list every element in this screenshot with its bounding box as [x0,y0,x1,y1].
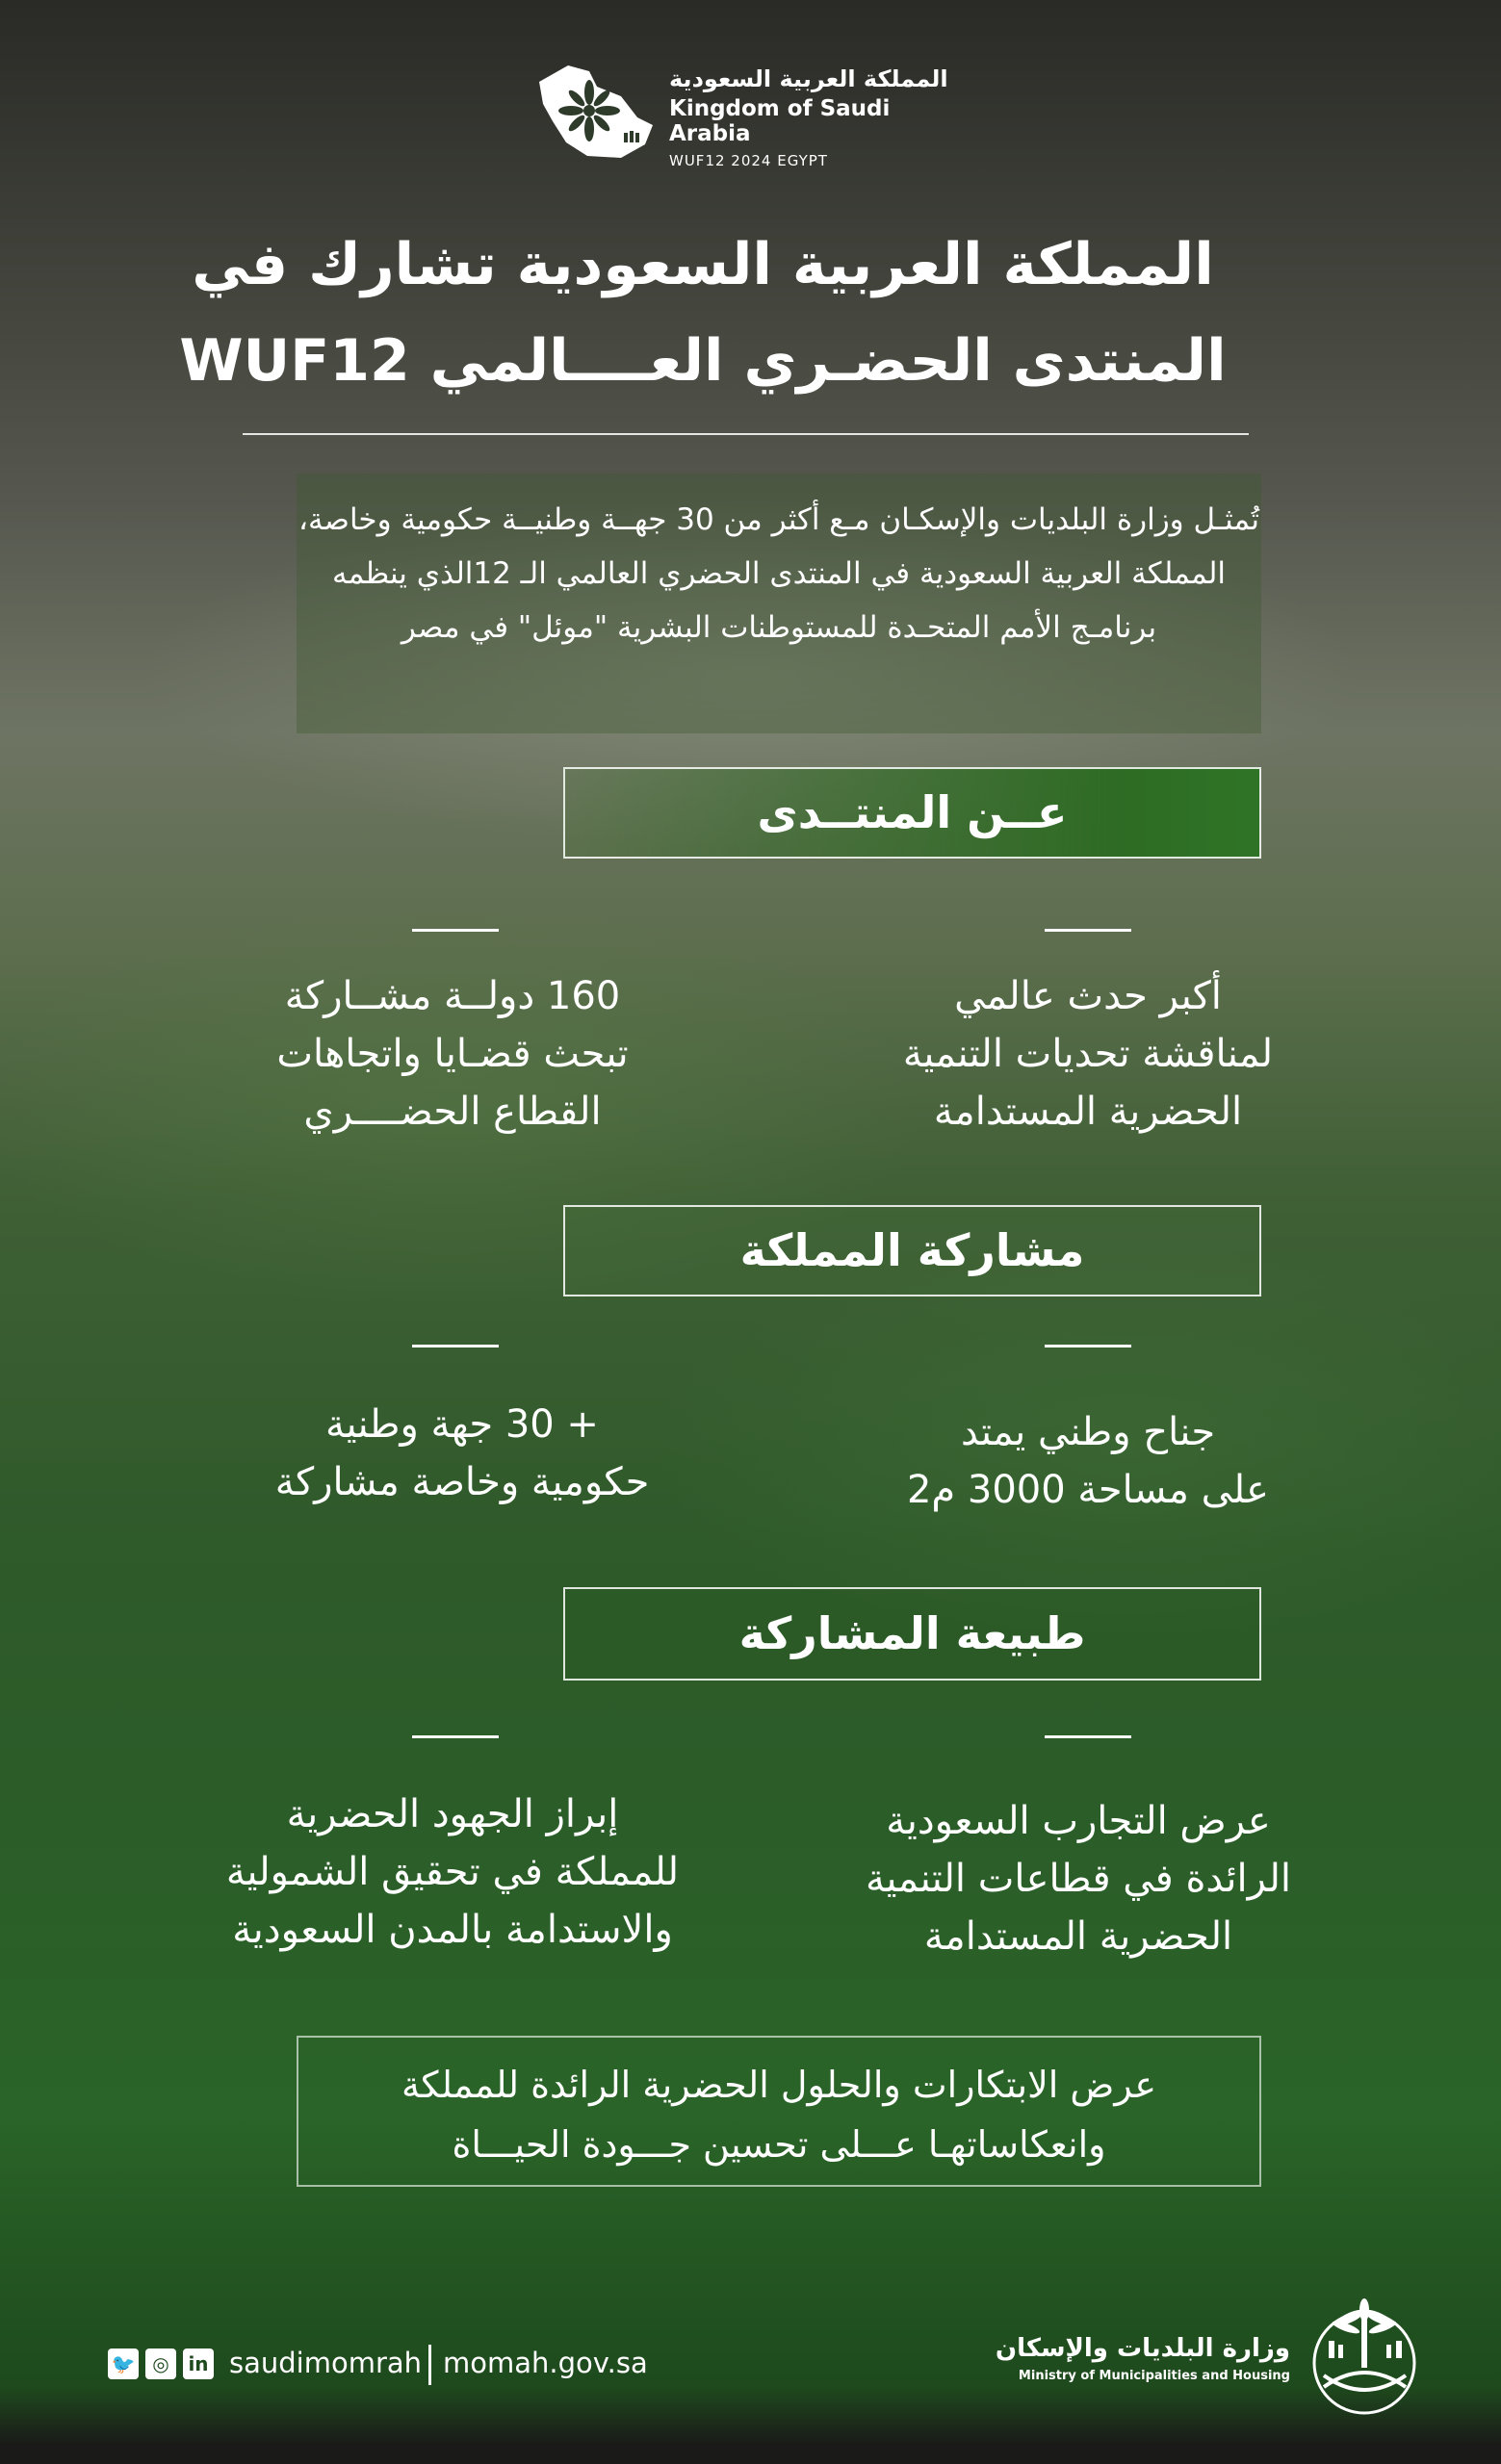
stat-line: والاستدامة بالمدن السعودية [232,1908,673,1952]
stat-largest-event [847,967,1329,1141]
footer [0,2291,1501,2426]
logo-arabic-name: المملكة العربية السعودية [669,65,948,92]
stat-national-pavilion [847,1403,1329,1519]
stat-line: القطاع الحضــــري [303,1090,602,1134]
intro-text: تُمثـل وزارة البلديات والإسكـان مـع أكثر من 30 جهــة وطنيــة حكومية وخاصة، المملكة العربية السعودية في المنتدى الحضري العالمي الـ 12الذي ينظمه برنامـج الأمم المتحـدة للمستوطنات البشرية "موئل" في مصر [298,502,1259,645]
section-heading-about-forum: عــن المنتــدى [563,767,1261,859]
stat-saudi-experiences [828,1792,1329,1965]
stat-line: الرائدة في قطاعات التنمية [865,1857,1292,1901]
stat-line: حكومية وخاصة مشاركة [274,1460,650,1504]
stat-line: الحضرية المستدامة [933,1090,1243,1134]
stat-participating-countries [212,967,693,1141]
stat-urban-efforts [193,1785,712,1959]
dash-divider [412,929,499,932]
website-link[interactable]: momah.gov.sa [443,2347,648,2379]
section-heading-kingdom-participation: مشاركة المملكة [563,1205,1261,1296]
saudi-map-logo-icon [530,58,660,164]
dash-divider [412,1345,499,1348]
social-handle[interactable]: saudimomrah [229,2347,423,2379]
logo-english-name: Kingdom of Saudi Arabia [669,96,891,146]
dash-divider [1045,1735,1131,1738]
stat-national-entities [212,1396,712,1511]
title-line-1: المملكة العربية السعودية تشارك في [192,231,1214,298]
closing-line-1: عرض الابتكارات والحلول الحضرية الرائدة للمملكة [401,2064,1156,2106]
dash-divider [1045,1345,1131,1348]
stat-line: 160 دولــة مشــاركة [284,974,621,1018]
stat-line: + 30 جهة وطنية [325,1402,599,1447]
closing-line-2: وانعكاساتهـا عـــلى تحسين جـــودة الحيـــاة [452,2123,1106,2166]
title-line-2: المنتدى الحضـري العــــالمي WUF12 [179,327,1227,395]
kingdom-logo [530,58,972,168]
closing-text [298,2055,1259,2174]
page-title [173,217,1232,409]
stat-line: جناح وطني يمتد [960,1410,1216,1454]
instagram-icon[interactable]: ◎ [145,2348,176,2379]
footer-separator [428,2345,431,2385]
closing-box [297,2036,1261,2187]
dash-divider [412,1735,499,1738]
dash-divider [1045,929,1131,932]
stat-line: الحضرية المستدامة [923,1914,1233,1959]
event-tag: WUF12 2024 EGYPT [669,152,828,169]
stat-line: أكبر حدث عالمي [954,974,1222,1018]
twitter-icon[interactable]: 🐦 [108,2348,139,2379]
title-divider [243,433,1249,435]
social-links [108,2348,214,2379]
stat-line: إبراز الجهود الحضرية [286,1792,619,1836]
linkedin-icon[interactable]: in [183,2348,214,2379]
section-heading-participation-nature: طبيعة المشاركة [563,1587,1261,1681]
stat-line: لمناقشة تحديات التنمية [902,1032,1274,1076]
palm-swords-emblem-icon [1300,2291,1430,2421]
ministry-logo-text [982,2334,1290,2383]
intro-box [297,474,1261,733]
stat-line: للمملكة في تحقيق الشمولية [225,1850,680,1894]
stat-line: تبحث قضـايا واتجاهات [276,1032,629,1076]
ministry-english-name: Ministry of Municipalities and Housing [1018,2369,1290,2383]
stat-line: عرض التجارب السعودية [886,1799,1271,1843]
ministry-arabic-name: وزارة البلديات والإسكان [995,2334,1290,2363]
stat-line: على مساحة 3000 م2 [906,1468,1270,1512]
